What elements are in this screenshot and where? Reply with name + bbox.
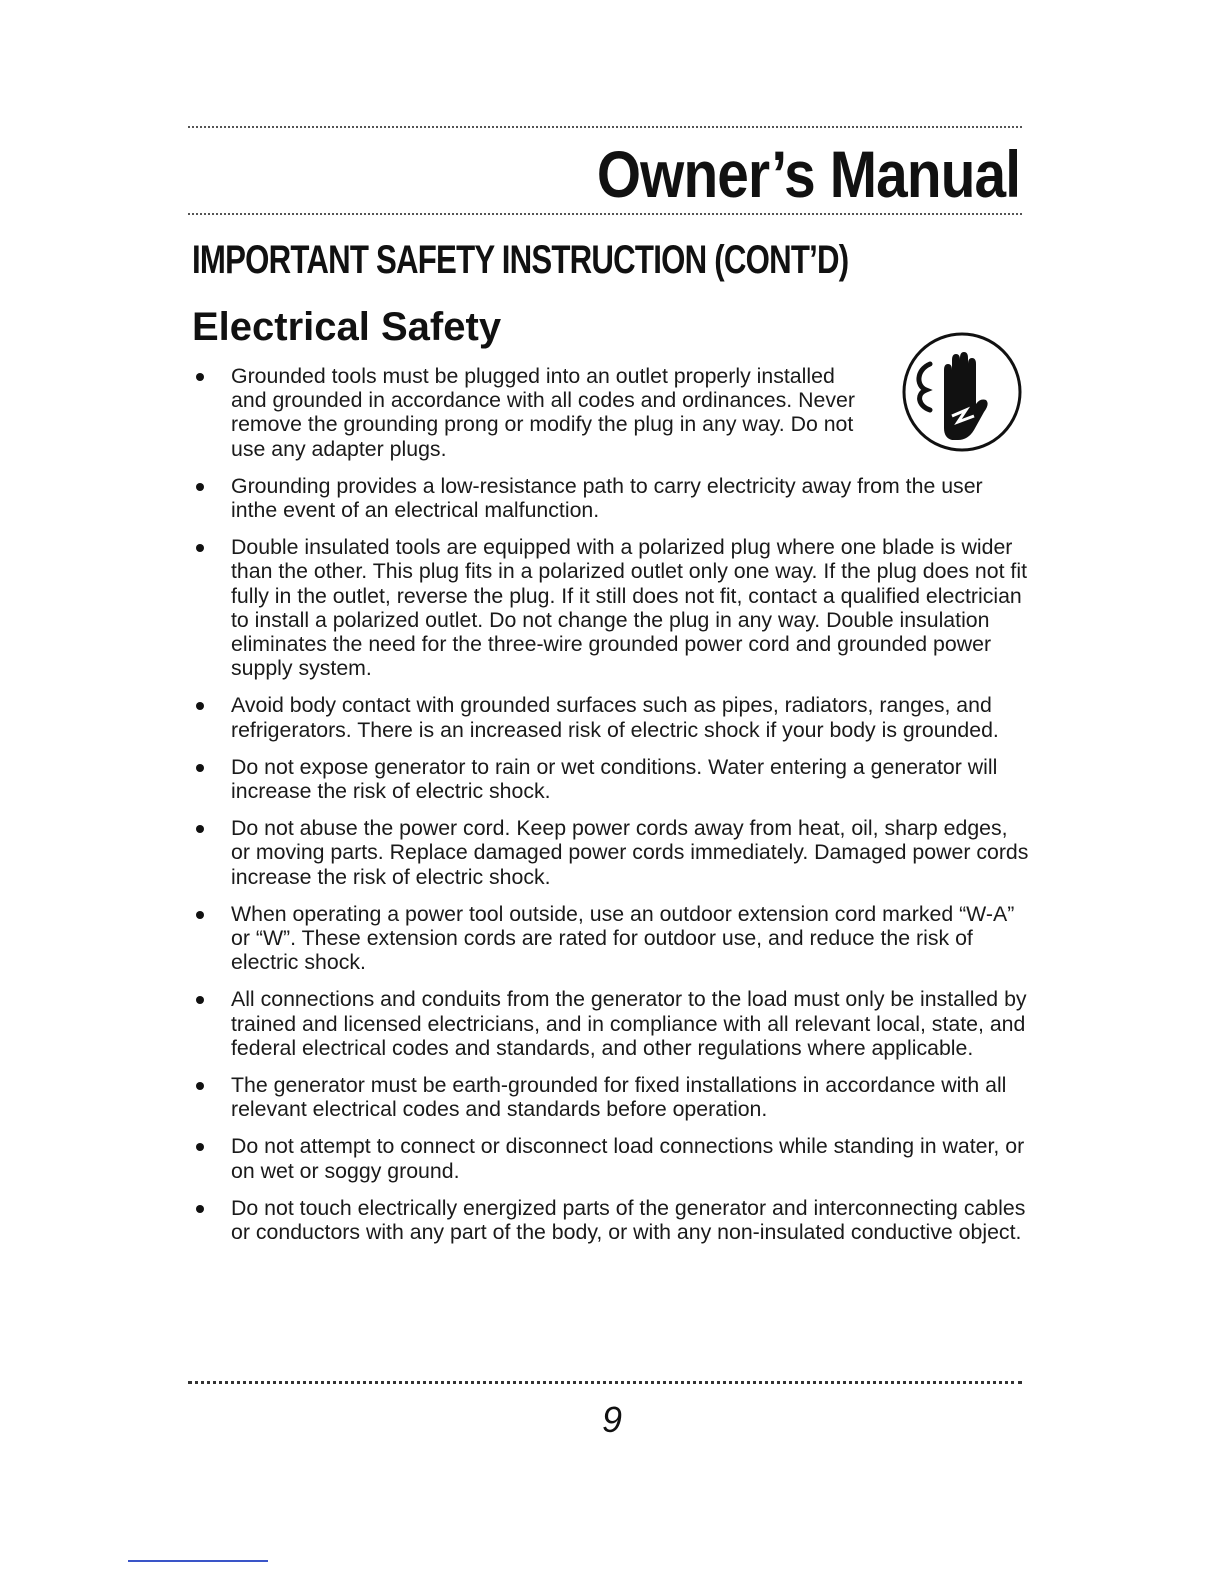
subheading-electrical-safety: Electrical Safety xyxy=(192,305,502,349)
list-item xyxy=(190,364,1030,461)
bullet-text: All connections and conduits from the generator to the load must only be installed by trained and licensed electricians, and in compliance with all relevant local, state, and federal electrical codes and standards, and other regulations where applicable. xyxy=(231,987,1027,1060)
bullet-text: Do not expose generator to rain or wet conditions. Water entering a generator will increase the risk of electric shock. xyxy=(231,754,998,804)
list-item xyxy=(190,902,1030,975)
bullet-dot xyxy=(196,544,204,552)
list-item xyxy=(190,816,1030,889)
bottom-divider xyxy=(188,1381,1022,1384)
list-item xyxy=(190,1134,1030,1182)
list-item xyxy=(190,755,1030,803)
bullet-dot xyxy=(196,996,204,1004)
list-item xyxy=(190,987,1030,1060)
list-item xyxy=(190,693,1030,741)
bullet-text: Avoid body contact with grounded surfaces such as pipes, radiators, ranges, and refrigerators. There is an increased risk of electric shock if your body is grounded. xyxy=(231,693,999,742)
bullet-text: Double insulated tools are equipped with a polarized plug where one blade is wider than the other. This plug fits in a polarized outlet only one way. If the plug does not fit fully in the outlet, reverse the plug. If it still does not fit, contact a qualified electrician to install a polarized outlet. Do not change the plug in any way. Double insulation eliminates the need for the three-wire grounded power cord and grounded power supply system. xyxy=(231,535,1027,681)
bullet-text: The generator must be earth-grounded for fixed installations in accordance with all relevant electrical codes and standards before operation. xyxy=(231,1073,1007,1122)
list-item xyxy=(190,535,1030,680)
bullet-text: Do not abuse the power cord. Keep power cords away from heat, oil, sharp edges, or moving parts. Replace damaged power cords immediately. Damaged power cords increase the risk of electric shock. xyxy=(231,816,1029,889)
bullet-text: Grounded tools must be plugged into an outlet properly installed and grounded in accordance with all codes and ordinances. Never remove the grounding prong or modify the plug in any way. Do not use any adapter plugs. xyxy=(231,364,855,461)
bullet-dot xyxy=(196,764,204,772)
bullet-text: Grounding provides a low-resistance path to carry electricity away from the user inthe event of an electrical malfunction. xyxy=(231,473,983,523)
bullet-dot xyxy=(196,1082,204,1090)
title-divider xyxy=(188,213,1022,215)
footer-line xyxy=(128,1560,268,1562)
list-item xyxy=(190,1196,1030,1244)
bullet-dot xyxy=(196,1205,204,1213)
section-heading: IMPORTANT SAFETY INSTRUCTION (CONT’D) xyxy=(192,238,849,282)
top-divider xyxy=(188,126,1022,128)
bullet-dot xyxy=(196,373,204,381)
bullet-dot xyxy=(196,702,204,710)
bullet-text: Do not attempt to connect or disconnect load connections while standing in water, or on wet or soggy ground. xyxy=(231,1134,1025,1183)
page-number: 9 xyxy=(601,1399,623,1440)
safety-bullet-list xyxy=(190,364,1030,1257)
bullet-dot xyxy=(196,825,204,833)
bullet-text: Do not touch electrically energized parts of the generator and interconnecting cables or conductors with any part of the body, or with any non-insulated conductive object. xyxy=(231,1195,1026,1245)
list-item xyxy=(190,1073,1030,1121)
bullet-dot xyxy=(196,911,204,919)
list-item xyxy=(190,474,1030,522)
page-title: Owner’s Manual xyxy=(596,137,1020,211)
bullet-text: When operating a power tool outside, use an outdoor extension cord marked “W-A” or “W”. These extension cords are rated for outdoor use, and reduce the risk of electric shock. xyxy=(231,901,1015,975)
bullet-dot xyxy=(196,483,204,491)
bullet-dot xyxy=(196,1143,204,1151)
